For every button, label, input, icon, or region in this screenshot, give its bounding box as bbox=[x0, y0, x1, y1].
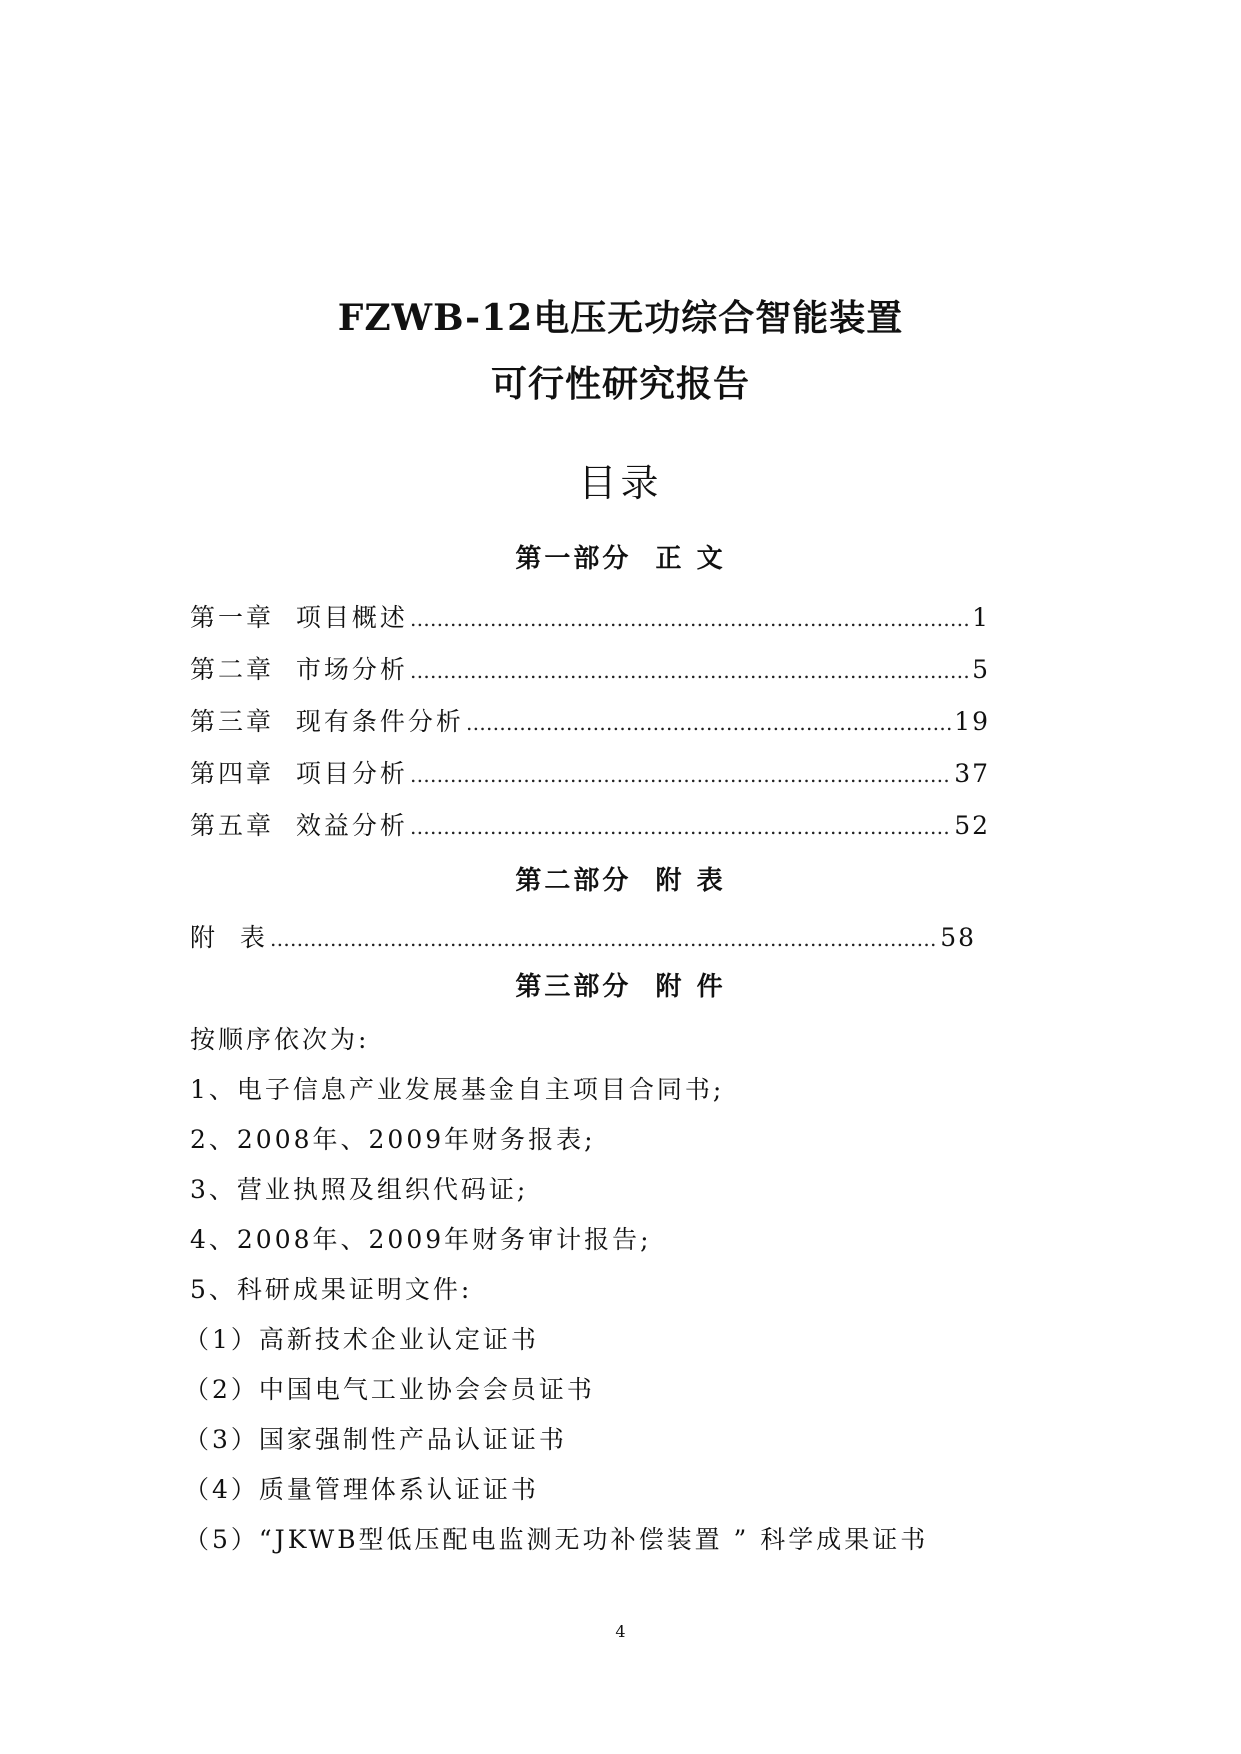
toc-entry-label: 第一章 项目概述 bbox=[190, 603, 408, 632]
attachment-subitem-4: （4）质量管理体系认证证书 bbox=[184, 1475, 539, 1504]
part2-heading: 第二部分 附 表 bbox=[515, 866, 726, 896]
toc-entry-label: 第四章 项目分析 bbox=[190, 759, 408, 788]
attachment-subitem-2: （2）中国电气工业协会会员证书 bbox=[184, 1375, 595, 1404]
attachment-subitem-5: （5）“JKWB型低压配电监测无功补偿装置 ” 科学成果证书 bbox=[184, 1525, 929, 1554]
document-title-line-2: 可行性研究报告 bbox=[490, 363, 750, 405]
toc-entry-page: 5 bbox=[972, 655, 990, 684]
attachment-item-1: 1、电子信息产业发展基金自主项目合同书; bbox=[190, 1075, 725, 1104]
attachment-subitem-3: （3）国家强制性产品认证证书 bbox=[184, 1425, 567, 1454]
toc-entry-chapter-1 bbox=[190, 598, 990, 634]
document-title-line-1: FZWB-12电压无功综合智能装置 bbox=[337, 297, 904, 339]
toc-entry-page: 58 bbox=[940, 923, 976, 952]
toc-entry-page: 37 bbox=[954, 759, 990, 788]
part1-heading: 第一部分 正 文 bbox=[515, 544, 726, 574]
toc-leader-dots bbox=[410, 763, 952, 787]
attachment-intro: 按顺序依次为: bbox=[190, 1025, 370, 1054]
toc-entry-chapter-3 bbox=[190, 702, 990, 738]
toc-leader-dots bbox=[270, 927, 938, 951]
toc-entry-appendix-table bbox=[190, 918, 976, 954]
toc-entry-label: 第三章 现有条件分析 bbox=[190, 707, 464, 736]
attachment-item-3: 3、营业执照及组织代码证; bbox=[190, 1175, 529, 1204]
toc-entry-chapter-4 bbox=[190, 754, 990, 790]
attachment-item-5: 5、科研成果证明文件: bbox=[190, 1275, 473, 1304]
part3-heading: 第三部分 附 件 bbox=[515, 972, 726, 1002]
toc-leader-dots bbox=[410, 607, 970, 631]
toc-leader-dots bbox=[466, 711, 952, 735]
toc-entry-chapter-5 bbox=[190, 806, 990, 842]
toc-entry-label: 附 表 bbox=[190, 923, 268, 952]
toc-leader-dots bbox=[410, 815, 952, 839]
toc-leader-dots bbox=[410, 659, 970, 683]
toc-entry-page: 1 bbox=[972, 603, 990, 632]
toc-entry-page: 19 bbox=[954, 707, 990, 736]
toc-entry-label: 第五章 效益分析 bbox=[190, 811, 408, 840]
page-number: 4 bbox=[615, 1622, 626, 1641]
attachment-item-4: 4、2008年、2009年财务审计报告; bbox=[190, 1225, 652, 1254]
toc-entry-page: 52 bbox=[954, 811, 990, 840]
attachment-item-2: 2、2008年、2009年财务报表; bbox=[190, 1125, 596, 1154]
attachment-subitem-1: （1）高新技术企业认定证书 bbox=[184, 1325, 539, 1354]
toc-entry-label: 第二章 市场分析 bbox=[190, 655, 408, 684]
toc-entry-chapter-2 bbox=[190, 650, 990, 686]
toc-heading: 目录 bbox=[578, 461, 663, 505]
